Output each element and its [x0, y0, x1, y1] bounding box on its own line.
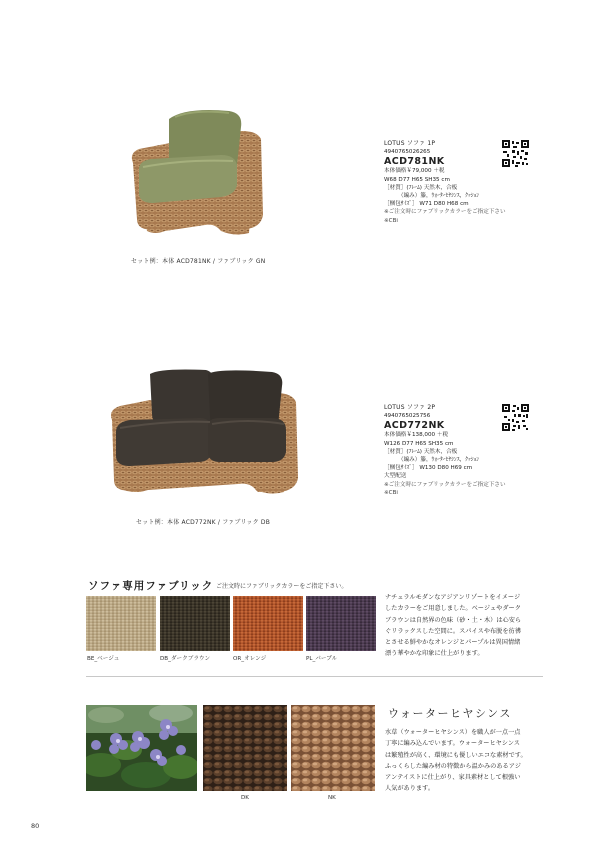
product-1-material-weave: （編み）籐，ｳｫｰﾀｰﾋﾔｼﾝｽ，ｸｯｼｮﾝ: [384, 193, 480, 200]
sample-label-dk: DK: [241, 795, 249, 801]
fabric-description-line: とさせる鮮やかなオレンジとパープルは異国情緒: [385, 639, 521, 647]
product-2-material-weave: （編み）籐，ｳｫｰﾀｰﾋﾔｼﾝｽ，ｸｯｼｮﾝ: [384, 457, 480, 464]
product-2-size: W126 D77 H65 SH35 cm: [384, 440, 454, 447]
swatch-purple[interactable]: [306, 596, 376, 651]
hyacinth-description: [385, 727, 527, 795]
swatch-dark-brown[interactable]: [160, 596, 230, 651]
fabric-description: [385, 592, 521, 660]
hyacinth-description-line: 人気があります。: [385, 785, 435, 793]
fabric-description-line: ナチュラルモダンなアジアンリゾートをイメージ: [385, 594, 521, 601]
product-1-note: ※ご注文時にファブリックカラーをご指定下さい: [384, 209, 506, 216]
qr-code-icon[interactable]: [502, 404, 529, 431]
product-2-package: ［梱包ｻｲｽﾞ］ W130 D80 H69 cm: [384, 465, 473, 472]
fabric-description-line: ぐリラックスした空間に。スパイスや布脱を彷彿: [385, 627, 521, 635]
fabric-description-line: したカラーをご用意しました。ベージュやダーク: [385, 605, 521, 613]
product-2-badge: ※CBi: [384, 489, 398, 496]
product-2-jan: 4940765025756: [384, 413, 431, 420]
product-1-package: ［梱包ｻｲｽﾞ］ W71 D80 H68 cm: [384, 201, 469, 208]
fabric-description-line: 漂う華やかな印象に仕上がります。: [385, 650, 484, 658]
hyacinth-title: ウォーターヒヤシンス: [388, 707, 512, 720]
swatch-label-dark-brown: DB_ダークブラウン: [160, 656, 211, 662]
product-1-spec: [384, 140, 506, 225]
fabric-title: ソファ専用ファブリック: [88, 580, 214, 592]
product-1-badge: ※CBi: [384, 217, 398, 224]
swatch-beige[interactable]: [86, 596, 156, 651]
page-number: 80: [31, 822, 40, 830]
product-1-material-frame: ［材質］(ﾌﾚｰﾑ) 天然木，合板: [384, 184, 458, 191]
sofa-1p-image: [125, 103, 265, 248]
product-1-caption: セット例：本体 ACD781NK / ファブリック GN: [131, 258, 266, 265]
product-2-code: ACD772NK: [384, 420, 445, 432]
sample-nk-photo[interactable]: [291, 705, 375, 791]
product-2-price: 本体価格￥138,000 ＋税: [384, 432, 449, 439]
product-2-extra: 大型配送: [384, 473, 407, 480]
swatch-orange[interactable]: [233, 596, 303, 651]
hyacinth-description-line: 丁寧に編み込んでいます。ウォーターヒヤシンス: [385, 740, 520, 748]
hyacinth-description-line: 水草（ウォーターヒヤシンス）を職人が一点一点: [385, 729, 521, 736]
fabric-subtitle: ご注文時にファブリックカラーをご指定下さい。: [216, 583, 348, 590]
hyacinth-description-line: ふっくらした編み材の特徴から温かみのあるアジ: [385, 762, 521, 770]
section-divider: [86, 676, 543, 677]
product-1-jan: 4940765026265: [384, 149, 431, 156]
product-1-price: 本体価格￥79,000 ＋税: [384, 168, 445, 175]
sofa-2p-image: [108, 360, 300, 505]
water-hyacinth-photo: [86, 705, 197, 791]
swatch-label-purple: PL_パープル: [306, 656, 338, 662]
swatch-label-orange: OR_オレンジ: [233, 656, 267, 662]
product-2-series: LOTUS ソファ 2P: [384, 404, 436, 411]
sample-dk-photo[interactable]: [203, 705, 287, 791]
product-2-spec: [384, 404, 506, 497]
product-1-code: ACD781NK: [384, 156, 445, 168]
fabric-description-line: ブラウンは自然界の色味（砂・土・木）は心安ら: [385, 616, 522, 624]
product-2-caption: セット例：本体 ACD772NK / ファブリック DB: [136, 519, 271, 526]
product-1-size: W68 D77 H65 SH35 cm: [384, 176, 450, 183]
sample-label-nk: NK: [328, 795, 336, 801]
qr-code-icon[interactable]: [502, 140, 529, 167]
product-1-series: LOTUS ソファ 1P: [384, 140, 436, 147]
hyacinth-description-line: アンテイストに仕上がり、家具素材として根強い: [385, 774, 521, 782]
product-2-note: ※ご注文時にファブリックカラーをご指定下さい: [384, 481, 506, 488]
swatch-label-beige: BE_ベージュ: [87, 656, 120, 662]
product-2-material-frame: ［材質］(ﾌﾚｰﾑ) 天然木，合板: [384, 448, 458, 455]
hyacinth-description-line: は繁殖性が高く、環境にも優しいエコな素材です。: [385, 751, 527, 759]
